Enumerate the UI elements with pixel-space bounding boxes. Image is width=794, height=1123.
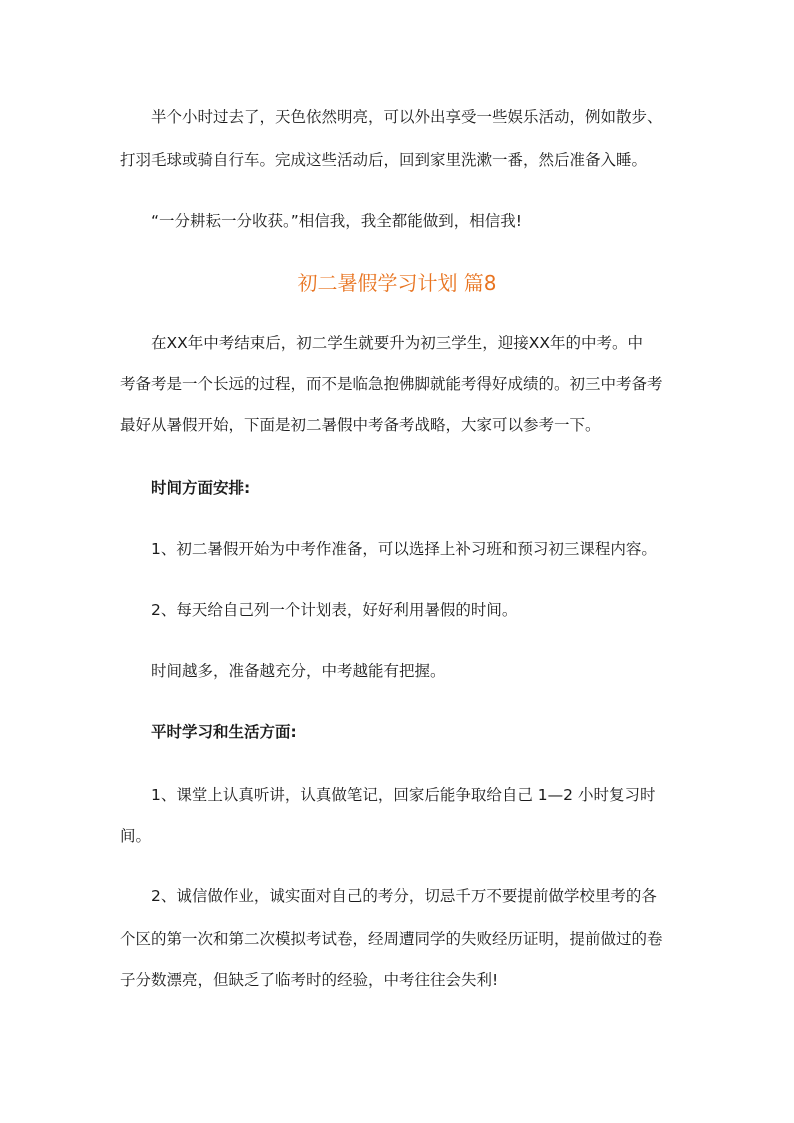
list-item: 1、初二暑假开始为中考作准备，可以选择上补习班和预习初三课程内容。: [151, 540, 657, 558]
subsection-heading: 平时学习和生活方面:: [151, 723, 297, 741]
subsection-heading: 时间方面安排:: [151, 479, 251, 497]
list-item: 1、课堂上认真听讲，认真做笔记，回家后能争取给自己 1—2 小时复习时: [151, 786, 656, 804]
list-item-continuation: 子分数漂亮，但缺乏了临考时的经验，中考往往会失利!: [120, 971, 499, 989]
list-item-continuation: 间。: [120, 827, 152, 845]
paragraph-line: 打羽毛球或骑自行车。完成这些活动后，回到家里洗漱一番，然后准备入睡。: [120, 151, 648, 169]
section-title: 初二暑假学习计划 篇8: [297, 271, 497, 295]
paragraph-line: 在XX年中考结束后，初二学生就要升为初三学生，迎接XX年的中考。中: [151, 334, 643, 352]
paragraph-line: 最好从暑假开始，下面是初二暑假中考备考战略，大家可以参考一下。: [120, 416, 601, 434]
list-item: 2、每天给自己列一个计划表，好好利用暑假的时间。: [151, 601, 518, 619]
paragraph-line: 半个小时过去了，天色依然明亮，可以外出享受一些娱乐活动，例如散步、: [151, 108, 663, 126]
list-item: 2、诚信做作业，诚实面对自己的考分，切忌千万不要提前做学校里考的各: [151, 887, 657, 905]
paragraph-line: 考备考是一个长远的过程，而不是临急抱佛脚就能考得好成绩的。初三中考备考: [120, 375, 663, 393]
paragraph-line: 时间越多，准备越充分，中考越能有把握。: [151, 662, 446, 680]
paragraph-line: “一分耕耘一分收获。”相信我，我全都能做到，相信我!: [151, 212, 523, 230]
list-item-continuation: 个区的第一次和第二次模拟考试卷，经周遭同学的失败经历证明，提前做过的卷: [120, 930, 663, 948]
